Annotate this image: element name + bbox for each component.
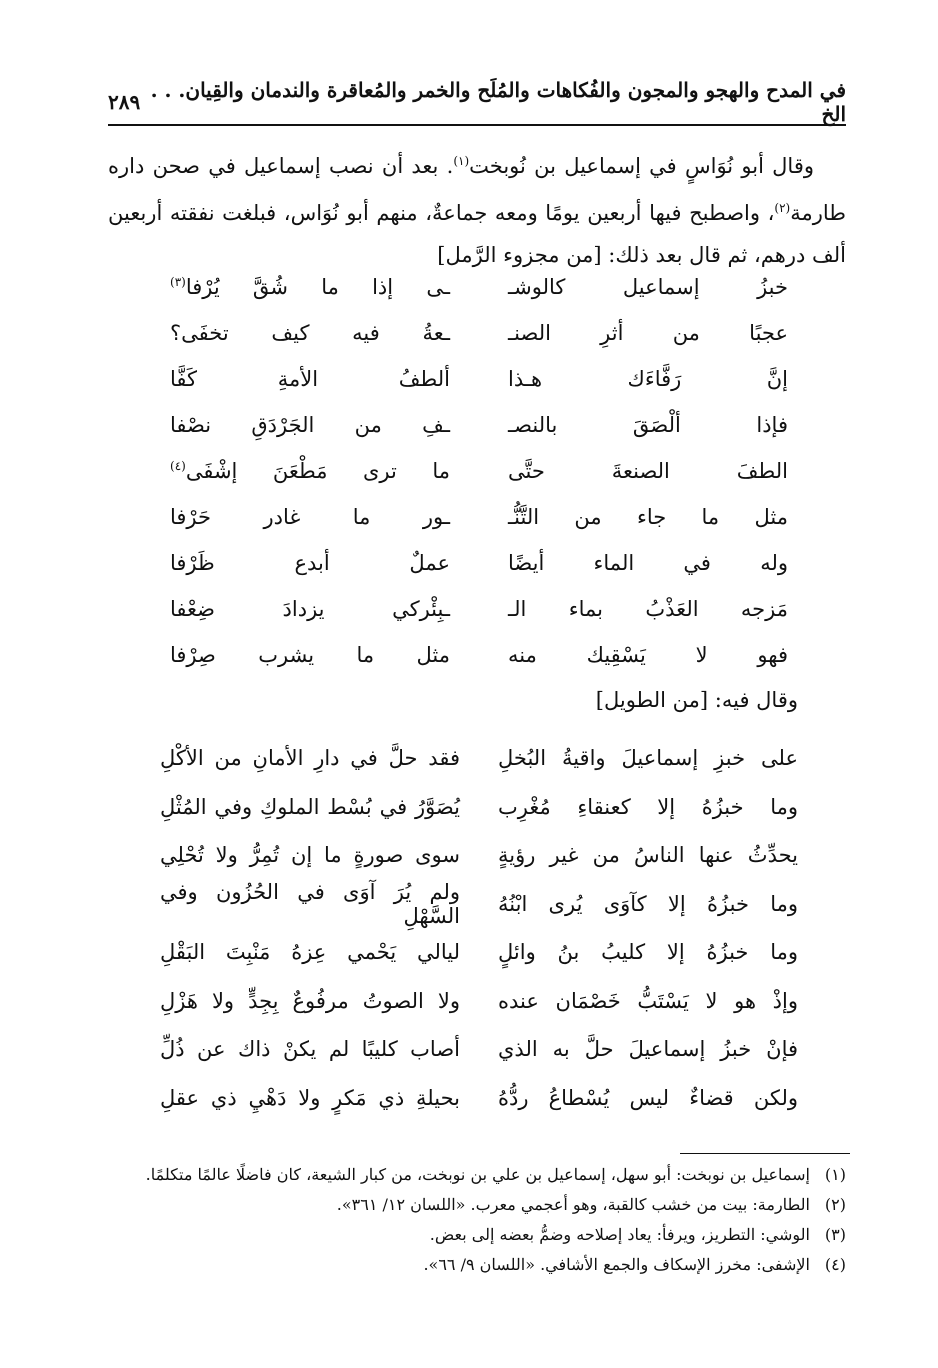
footnote-number: (١) <box>824 1165 846 1184</box>
verse-first-hemistich: عجبًا من أثرِ الصنـ <box>508 321 788 345</box>
verse-second-hemistich-text: فقد حلَّ في دارِ الأمانِ من الأكْلِ <box>160 746 460 771</box>
footnotes <box>108 1160 846 1280</box>
intro-text-part1: وقال أبو نُوَاسٍ في إسماعيل بن نُوبخت <box>469 154 814 178</box>
verse-line <box>160 783 798 832</box>
intro-text-part3: ، واصطبح فيها أربعين يومًا ومعه جماعةٌ، منهم أبو نُوَاس، فبلغت نفقته أربعين ألف درهم، ثم قال بعد ذلك: [من مجزوء الرَّمل] <box>108 201 846 267</box>
verse-line <box>160 1074 798 1123</box>
footnote-text: الإشفى: مخرز الإسكاف والجمع الأشافي. «اللسان ٩/ ٦٦». <box>423 1255 810 1274</box>
verse-second-hemistich-text: ليالي يَحْمي عِزهُ مَنْبِتَ البَقْلِ <box>160 940 460 965</box>
footnote-text: الطارمة: بيت من خشب كالقبة، وهو أعجمي معرب. «اللسان ١٢/ ٣٦١». <box>336 1195 810 1214</box>
verse-first-hemistich: فهو لا يَسْقِيك منه <box>508 643 788 667</box>
verse-first-hemistich: وإذْ هو لا يَسْتَبُّ خَصْمَان عنده <box>498 988 798 1013</box>
verse-second-hemistich-text: يُصَوَّرُ في بُسْط الملوكِ وفي المُثْلِ <box>160 794 460 819</box>
verse-first-hemistich: يحدِّثُ عنها الناسُ من غير رؤيةٍ <box>498 843 798 868</box>
header-rule <box>108 124 846 126</box>
verse-second-hemistich-text: ألطفُ الأمةِ كَفَّا <box>170 367 450 391</box>
verse-line <box>160 880 798 929</box>
poem-tawil <box>160 734 798 1122</box>
footnote-number: (٤) <box>824 1255 846 1274</box>
verse-first-hemistich: وما خبزُهُ إلا كعنقاءِ مُغْرِب <box>498 794 798 819</box>
verse-second-hemistich <box>170 505 450 529</box>
verse-second-hemistich-text: ولم يُرَ آوَى في الحُزُون وفي السَّهْلِ <box>160 879 460 928</box>
verse-first-hemistich: مثل ما جاء من التَّنُّـ <box>508 505 788 529</box>
verse-second-hemistich <box>160 1086 460 1110</box>
verse-second-hemistich <box>160 989 460 1013</box>
verse-line <box>170 586 788 632</box>
verse-line <box>160 928 798 977</box>
intro-text-part2: . بعد أن نصب إسماعيل في صحن داره طارمة <box>108 154 846 225</box>
verse-second-hemistich <box>170 367 450 391</box>
footnote-text: إسماعيل بن نوبخت: أبو سهل، إسماعيل بن علي بن نوبخت، من كبار الشيعة، كان فاضلًا عالمًا متكلمًا. <box>145 1165 810 1184</box>
verse-second-hemistich <box>170 321 450 345</box>
footnote-number: (٣) <box>824 1225 846 1244</box>
verse-line <box>170 310 788 356</box>
verse-second-hemistich-text: سوى صورةٍ ما إن تُمِرُّ ولا تُحْلِي <box>160 843 460 868</box>
verse-second-hemistich <box>160 940 460 964</box>
running-title: في المدح والهجو والمجون والفُكاهات والمُلَح والخمر والمُعاقرة والندمان والقِيان. . . الخ <box>150 78 846 126</box>
verse-line <box>170 356 788 402</box>
footnote-item <box>108 1160 846 1190</box>
verse-second-hemistich <box>170 275 450 299</box>
footnote-ref-1: (١) <box>453 154 470 168</box>
verse-first-hemistich: على خبزِ إسماعيلَ واقيةُ البُخلِ <box>498 746 798 771</box>
verse-second-hemistich <box>160 1037 460 1061</box>
verse-line <box>170 540 788 586</box>
verse-line <box>170 632 788 678</box>
intro-paragraph <box>108 140 846 276</box>
verse-first-hemistich: فإنْ خبزُ إسماعيلَ حلَّ به الذي <box>498 1037 798 1062</box>
verse-second-hemistich <box>170 597 450 621</box>
verse-second-hemistich <box>170 551 450 575</box>
poem-ramal <box>170 264 788 678</box>
verse-second-hemistich-text: ما ترى مَطْعَنَ إشْفَى <box>185 459 450 483</box>
verse-line <box>170 448 788 494</box>
verse-second-hemistich-text: ولا الصوتُ مرفُوعٌ بِجِدٍّ ولا هَزْلِ <box>160 988 460 1013</box>
verse-second-hemistich <box>170 459 450 483</box>
verse-first-hemistich: إنَّ رَفَّاءَك هـذا <box>508 367 788 391</box>
verse-line <box>170 494 788 540</box>
verse-first-hemistich: وما خبزُهُ إلا كآوَى يُرى ابْنُهُ <box>498 891 798 916</box>
footnote-item <box>108 1220 846 1250</box>
verse-second-hemistich-text: ـى إذا ما شُقَّ يُرْفا <box>185 275 450 299</box>
verse-second-hemistich <box>170 413 450 437</box>
verse-second-hemistich-text: أصاب كليبًا لم يكنْ ذاك عن ذُلِّ <box>160 1037 460 1062</box>
verse-second-hemistich-text: ـور ما غادر حَرْفا <box>170 505 450 529</box>
verse-second-hemistich <box>160 880 460 928</box>
verse-first-hemistich: مَزجه العَذْبُ بماء الـ <box>508 597 788 621</box>
verse-second-hemistich <box>170 643 450 667</box>
verse-first-hemistich: الطفَ الصنعةَ حتَّى <box>508 459 788 483</box>
verse-second-hemistich <box>160 843 460 867</box>
footnote-ref-2: (٢) <box>774 201 791 215</box>
verse-second-hemistich <box>160 746 460 770</box>
footnote-text: الوشي: التطريز، ويرفأ: يعاد إصلاحه وضمُّ بعضه إلى بعض. <box>429 1225 810 1244</box>
footnote-rule <box>680 1153 850 1154</box>
page-number: ٢٨٩ <box>108 90 141 114</box>
verse-first-hemistich: ولكن قضاءٌ ليس يُسْطاعُ ردُّهُ <box>498 1085 798 1110</box>
running-header <box>108 78 846 126</box>
verse-second-hemistich-text: ـبِئْركي يزدادَ ضِعْفا <box>170 597 450 621</box>
footnote-item <box>108 1250 846 1280</box>
verse-line <box>160 1025 798 1074</box>
verse-second-hemistich-text: عملٌ أبدع ظَرْفا <box>170 551 450 575</box>
verse-line <box>160 734 798 783</box>
footnote-ref: (٤) <box>170 459 186 473</box>
verse-line <box>170 402 788 448</box>
footnote-ref: (٣) <box>170 275 186 289</box>
second-poem-intro: وقال فيه: [من الطويل] <box>595 688 798 712</box>
verse-second-hemistich-text: مثل ما يشرب صِرْفا <box>170 643 450 667</box>
verse-first-hemistich: وما خبزُهُ إلا كليبُ بنُ وائلٍ <box>498 940 798 965</box>
verse-first-hemistich: خبزُ إسماعيل كالوشـ <box>508 275 788 299</box>
verse-line <box>160 977 798 1026</box>
footnote-item <box>108 1190 846 1220</box>
verse-line <box>160 831 798 880</box>
verse-second-hemistich <box>160 795 460 819</box>
footnote-number: (٢) <box>824 1195 846 1214</box>
verse-first-hemistich: وله في الماء أيضًا <box>508 551 788 575</box>
verse-second-hemistich-text: بحيلةِ ذي مَكرٍ ولا دَهْيِ ذي عقلِ <box>160 1085 460 1110</box>
verse-first-hemistich: فإذا ألْصَقَ بالنصـ <box>508 413 788 437</box>
verse-second-hemistich-text: ـفِ من الجَرْدَقِ نصْفا <box>170 413 450 437</box>
verse-line <box>170 264 788 310</box>
verse-second-hemistich-text: ـعةُ فيه كيف تخفَى؟ <box>170 321 450 345</box>
